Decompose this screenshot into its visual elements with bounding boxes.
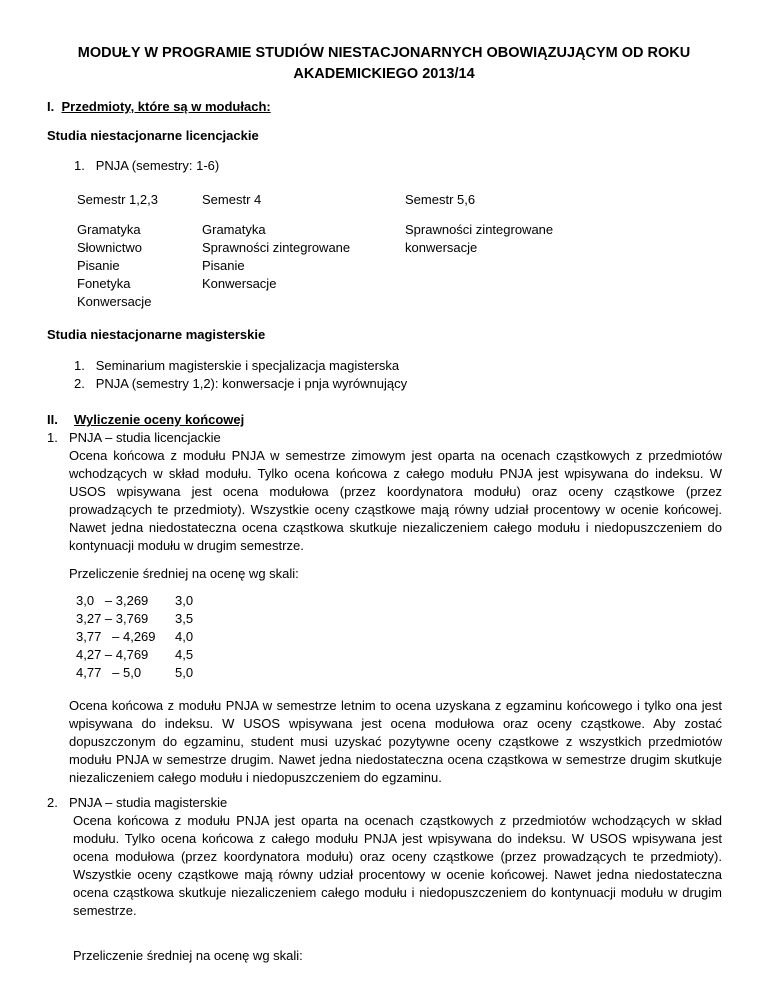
sec2-item-2-title: PNJA – studia magisterskie bbox=[69, 795, 228, 810]
mag-list-item bbox=[74, 357, 407, 375]
semester-column-2 bbox=[202, 191, 261, 209]
lic-heading: Studia niestacjonarne licencjackie bbox=[47, 128, 259, 143]
mag-scale-intro: Przeliczenie średniej na ocenę wg skali: bbox=[73, 948, 303, 963]
section-1-title: Przedmioty, które są w modułach: bbox=[61, 99, 271, 114]
mag-list-item bbox=[74, 375, 407, 393]
subject-item: Słownictwo bbox=[77, 240, 143, 255]
semester-column-1 bbox=[77, 191, 158, 209]
lic-grade-paragraph: Ocena końcowa z modułu PNJA w semestrze zimowym jest oparta na ocenach cząstkowych z przedmiotów wchodzących w skład modułu. Tylko ocena końcowa z całego modułu PNJA jest wpisywana do indeksu. W USOS wpisywana jest ocena modułowa (przez koordynatora modułu) oraz oceny cząstkowe (przez prowadzących te przedmioty). Wszystkie oceny cząstkowe mają równy udział procentowy w ocenie końcowej. Nawet jedna niedostateczna ocena cząstkowa skutkuje niezaliczeniem całego modułu i niedopuszczeniem do kontynuacji modułu w drugim semestrze. bbox=[69, 448, 722, 553]
grade-scale-grade: 4,0 bbox=[175, 629, 194, 644]
grade-scale-range: 3,27 – 3,769 bbox=[76, 611, 149, 626]
title-line-1: MODUŁY W PROGRAMIE STUDIÓW NIESTACJONARNYCH OBOWIĄZUJĄCYM OD ROKU bbox=[77, 45, 691, 61]
grade-scale-grade: 3,5 bbox=[175, 611, 194, 626]
semester-column-header: Semestr 1,2,3 bbox=[77, 192, 158, 207]
lic-scale-intro: Przeliczenie średniej na ocenę wg skali: bbox=[69, 566, 299, 581]
lic-item-1-text: PNJA (semestry: 1-6) bbox=[95, 158, 220, 173]
semester-column-3 bbox=[405, 191, 475, 209]
subject-item: konwersacje bbox=[405, 240, 478, 255]
subject-item: Pisanie bbox=[77, 258, 120, 273]
subject-item: Pisanie bbox=[202, 258, 245, 273]
sec2-item-1-title: PNJA – studia licencjackie bbox=[69, 430, 221, 445]
sec2-item-1-heading bbox=[47, 429, 221, 447]
subject-item: Konwersacje bbox=[202, 276, 277, 291]
semester-column-header: Semestr 4 bbox=[202, 192, 262, 207]
mag-list-item-text: Seminarium magisterskie i specjalizacja magisterska bbox=[95, 358, 400, 373]
lic-item-1 bbox=[74, 157, 219, 175]
mag-list bbox=[74, 357, 407, 393]
grade-scale-ranges bbox=[76, 592, 156, 682]
sec2-item-2-number: 2. bbox=[47, 795, 58, 810]
semester-column-3-items bbox=[405, 221, 553, 257]
section-1-number: I. bbox=[47, 99, 55, 114]
title-line-2: AKADEMICKIEGO 2013/14 bbox=[293, 66, 475, 82]
section-2-number: II. bbox=[47, 412, 58, 427]
section-2-title: Wyliczenie oceny końcowej bbox=[74, 412, 245, 427]
subject-item: Gramatyka bbox=[202, 222, 266, 237]
grade-scale-range: 3,0 – 3,269 bbox=[76, 593, 149, 608]
sec2-item-2-heading bbox=[47, 794, 227, 812]
grade-scale-grade: 3,0 bbox=[175, 593, 194, 608]
lic-item-1-number: 1. bbox=[74, 158, 85, 173]
grade-scale-grades bbox=[175, 592, 193, 682]
section-2-heading bbox=[47, 411, 244, 429]
semester-column-2-items bbox=[202, 221, 350, 293]
sec2-item-1-number: 1. bbox=[47, 430, 58, 445]
grade-scale-grade: 4,5 bbox=[175, 647, 194, 662]
section-1-heading bbox=[47, 98, 271, 116]
subject-item: Sprawności zintegrowane bbox=[405, 222, 554, 237]
mag-list-item-number: 2. bbox=[74, 376, 85, 391]
grade-scale-grade: 5,0 bbox=[175, 665, 194, 680]
subject-item: Fonetyka bbox=[77, 276, 131, 291]
mag-list-item-number: 1. bbox=[74, 358, 85, 373]
document-title bbox=[60, 43, 708, 85]
mag-heading: Studia niestacjonarne magisterskie bbox=[47, 327, 266, 342]
grade-scale-range: 3,77 – 4,269 bbox=[76, 629, 156, 644]
subject-item: Gramatyka bbox=[77, 222, 141, 237]
semester-column-1-items bbox=[77, 221, 151, 311]
lic-summer-paragraph: Ocena końcowa z modułu PNJA w semestrze letnim to ocena uzyskana z egzaminu końcowego i tylko ona jest wpisywana do indeksu. W USOS wpisywana jest ocena modułowa oraz oceny cząstkowe. Aby zostać dopuszczonym do egzaminu, student musi uzyskać pozytywne oceny cząstkowe z wszystkich przedmiotów modułu PNJA w semestrze drugim. Nawet jedna niedostateczna ocena cząstkowa w semestrze drugim skutkuje niezaliczeniem całego modułu i niedopuszczeniem do egzaminu. bbox=[69, 698, 722, 785]
grade-scale-range: 4,27 – 4,769 bbox=[76, 647, 149, 662]
subject-item: Konwersacje bbox=[77, 294, 152, 309]
subject-item: Sprawności zintegrowane bbox=[202, 240, 351, 255]
semester-column-header: Semestr 5,6 bbox=[405, 192, 476, 207]
mag-list-item-text: PNJA (semestry 1,2): konwersacje i pnja wyrównujący bbox=[95, 376, 408, 391]
mag-grade-paragraph: Ocena końcowa z modułu PNJA jest oparta na ocenach cząstkowych z przedmiotów wchodzących w skład modułu. Tylko ocena końcowa z całego modułu PNJA jest wpisywana do indeksu. W USOS wpisywana jest ocena modułowa (przez koordynatora modułu) oraz oceny cząstkowe (przez prowadzących te przedmioty). Wszystkie oceny cząstkowe mają równy udział procentowy w ocenie końcowej. Nawet jedna niedostateczna ocena cząstkowa skutkuje niezaliczeniem całego modułu i niedopuszczeniem do kontynuacji modułu w drugim semestrze. bbox=[73, 813, 722, 918]
grade-scale-range: 4,77 – 5,0 bbox=[76, 665, 142, 680]
